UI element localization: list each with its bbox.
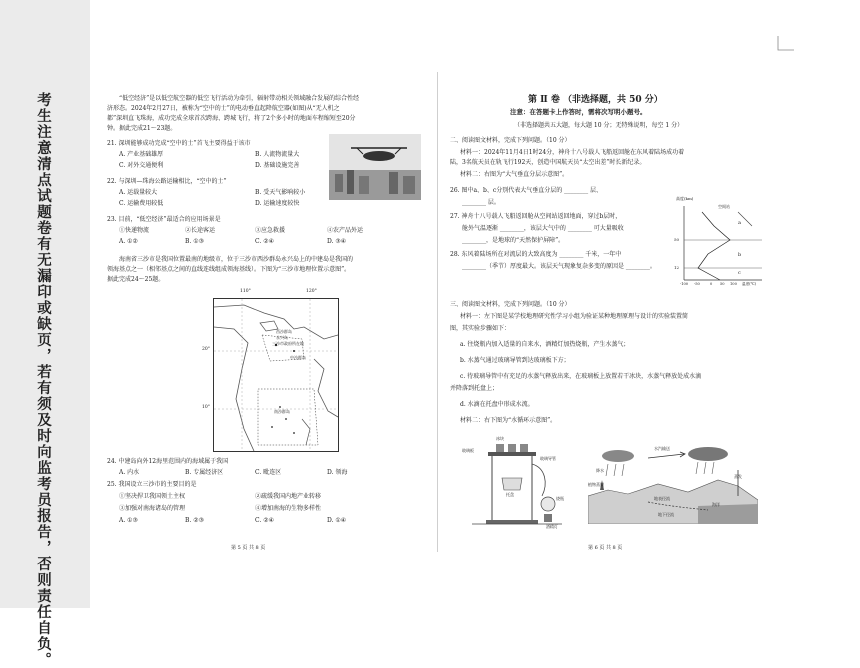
q3-material-1: 材料一：左下图是某学校地理研究性学习小组为验证某种地理原理与设计的实验装置简 xyxy=(460,313,689,320)
q25-item-4: ④增加南海的生物多样性 xyxy=(255,505,322,512)
wc-label-ocean: 海洋 xyxy=(712,502,720,507)
q25-option-a: A. ①③ xyxy=(119,517,138,524)
q23-item-2: ②长途客运 xyxy=(185,227,216,234)
fig-label-lamp: 酒精灯 xyxy=(546,524,558,529)
q23-option-a: A. ①② xyxy=(119,238,138,245)
q24-option-d: D. 领海 xyxy=(327,469,348,476)
atm-xtick-5: 100 xyxy=(730,282,737,286)
q2-material-3: 材料二：右图为“大气垂直分层示意图”。 xyxy=(460,171,569,178)
atm-annot: 空间站 xyxy=(718,204,730,209)
q27-line-3: ________，是地球的“天然保护屏障”。 xyxy=(462,237,565,244)
q25-option-b: B. ②③ xyxy=(185,517,204,524)
q21-option-a: A. 产业基础雄厚 xyxy=(119,151,164,158)
q3-heading: 三、阅读图文材料，完成下列问题。（10 分） xyxy=(450,301,571,308)
intro-line-1: “低空经济”是以低空航空器的低空飞行活动为牵引，辐射带动相关领域融合发展的综合性经 xyxy=(119,95,360,102)
q22-option-d: D. 运输速度较快 xyxy=(255,200,300,207)
q23-option-b: B. ①③ xyxy=(185,238,204,245)
atm-layer-a: a xyxy=(738,220,741,226)
map-label-yongxing: 永兴岛 xyxy=(276,335,288,340)
map-label-zhongsha: 中沙群岛 xyxy=(290,355,306,360)
q26-line-2: ________ 层。 xyxy=(462,199,500,206)
q24-stem: 24. 中建岛向外12海里范围内的海域属于我国 xyxy=(107,458,229,465)
q22-option-b: B. 受天气影响较小 xyxy=(255,189,306,196)
q28-line-1: 28. 东风着陆场所在对流层的大致高度为 ________ 千米，一年中 xyxy=(450,251,622,258)
q21-option-b: B. 人流物流量大 xyxy=(255,151,300,158)
q23-option-d: D. ③④ xyxy=(327,238,347,245)
corner-mark xyxy=(776,36,796,52)
atm-xtick-1: -100 xyxy=(680,282,689,286)
q28-line-2: ________（季节）厚度最大。该层天气现象复杂多变的原因是 ________。 xyxy=(462,263,656,270)
q25-item-2: ②疏缓我国内地产业转移 xyxy=(255,493,322,500)
atm-layer-c: c xyxy=(738,270,741,276)
atm-ylabel: 高度(km) xyxy=(676,196,694,201)
map-label-gov: 三沙市政府所在地 xyxy=(272,341,304,346)
section-title: 第 Ⅱ 卷 （非选择题，共 50 分） xyxy=(528,95,663,105)
q21-option-d: D. 基础设施完善 xyxy=(255,162,300,169)
q23-item-4: ④农产品外运 xyxy=(327,227,364,234)
q2-material-2: 陆，3名航天员在轨飞行192天，创造中国航天员“太空出差”时长新纪录。 xyxy=(450,159,646,166)
q3-material-2: 图，其实验步骤如下： xyxy=(450,325,511,332)
side-notice-text: 考生注意清点试题卷有无漏印或缺页，若有须及时向监考员报告，否则责任自负。 xyxy=(35,92,52,668)
q25-option-d: D. ①④ xyxy=(327,517,347,524)
fig-label-glass: 玻璃板 xyxy=(462,448,474,453)
q3-step-d: d. 水滴在托盘中形成水流。 xyxy=(460,401,534,408)
fig-label-ice: 冰块 xyxy=(496,436,504,441)
sansha-intro-2: 领海基点之一（相邻基点之间的直线连线组成领海基线）。下图为“三沙市地理位置示意图”。 xyxy=(107,266,351,273)
q22-option-c: C. 运输费用较低 xyxy=(119,200,164,207)
q3-step-b: b. 水蒸气通过玻璃导管到达玻璃板下方； xyxy=(460,357,570,364)
wc-label-surface: 地表径流 xyxy=(654,496,670,501)
map-lat-20: 20° xyxy=(202,347,210,352)
q3-material-3: 材料二：右下图为“水循环示意图”。 xyxy=(460,417,557,424)
map-label-nansha: 南沙群岛 xyxy=(274,409,290,414)
right-page xyxy=(448,0,768,608)
q2-heading: 二、阅读图文材料，完成下列问题。（10 分） xyxy=(450,137,571,144)
sansha-intro-1: 海南省三沙市是我国位置最南的地级市，位于三沙市西沙群岛永兴岛上的中建岛是我国的 xyxy=(119,256,354,263)
atm-xtick-2: -50 xyxy=(694,282,700,286)
atm-xtick-3: 0 xyxy=(710,282,713,286)
q23-item-1: ①快递物流 xyxy=(119,227,150,234)
q26-line-1: 26. 图中a、b、c分别代表大气垂直分层的 ________ 层、 xyxy=(450,187,603,194)
answer-notice: 注意：在答题卡上作答时，需将次写明小题号。 xyxy=(510,108,647,116)
sansha-intro-3: 据此完成24～25题。 xyxy=(107,276,165,283)
map-lon-120: 120° xyxy=(306,289,317,294)
section-subtitle: （非选择题共五大题，每大题 10 分；无特殊说明，每空 1 分） xyxy=(514,122,684,129)
water-cycle-figure xyxy=(588,440,758,524)
atm-layer-b: b xyxy=(738,252,742,258)
q22-stem: 22. 与深圳—珠海公路运输相比，“空中的士” xyxy=(107,178,227,185)
sansha-map xyxy=(202,289,339,452)
q3-step-c: c. 待玻璃导管中有充足的水蒸气释放出来，在玻璃板上放置若干冰块，水蒸气释放处成水滴 xyxy=(460,373,702,380)
fig-label-flask: 烧瓶 xyxy=(556,496,564,501)
q21-option-c: C. 对外交通便利 xyxy=(119,162,164,169)
atm-xlabel: 温度(℃) xyxy=(742,282,757,286)
left-page xyxy=(105,0,435,608)
wc-label-ground: 地下径流 xyxy=(658,512,674,517)
intro-line-3: 都”深圳直飞珠海，成功完成全球首次跨海、跨城飞行，将了2个多小时的地面车程缩短至20分 xyxy=(107,115,356,122)
wc-label-evap: 蒸发 xyxy=(734,474,742,479)
right-page-footer: 第 6 页 共 8 页 xyxy=(588,545,623,551)
intro-line-2: 济形态。2024年2月27日，被称为“空中的士”的电动垂直起降航空器(如图)从“无人机之 xyxy=(107,105,340,112)
q25-option-c: C. ②④ xyxy=(255,517,274,524)
q24-option-c: C. 毗连区 xyxy=(255,469,282,476)
fig-label-tray: 托盘 xyxy=(506,492,514,497)
q23-option-c: C. ②④ xyxy=(255,238,274,245)
wc-label-transp: 植物蒸腾 xyxy=(588,482,604,487)
q21-stem: 21. 深圳能够成功完成“空中的士”首飞主要得益于该市 xyxy=(107,140,251,147)
q24-option-b: B. 专属经济区 xyxy=(185,469,224,476)
experiment-figure xyxy=(462,434,572,530)
atmosphere-diagram xyxy=(668,196,764,290)
q25-item-1: ①坚决捍卫我国领土主权 xyxy=(119,493,186,500)
atm-ytick-12: 12 xyxy=(674,265,680,270)
q23-stem: 23. 目前，“低空经济”最适合的应用场景是 xyxy=(107,216,221,223)
q25-item-3: ③加强对南海诸岛的管理 xyxy=(119,505,186,512)
q2-material-1: 材料一：2024年11月4日1时24分，神舟十八号载人飞船返回舱在东风着陆场成功着 xyxy=(460,149,685,156)
q23-item-3: ③应急救援 xyxy=(255,227,286,234)
q25-stem: 25. 我国设立三沙市的主要目的是 xyxy=(107,481,197,488)
page-divider xyxy=(437,72,438,552)
map-lat-10: 10° xyxy=(202,405,210,410)
side-notice-strip xyxy=(0,0,90,668)
map-label-xisha: 西沙群岛 xyxy=(276,329,292,334)
sansha-map-drawing xyxy=(214,299,338,451)
atmosphere-drawing xyxy=(668,200,764,290)
atm-ytick-50: 50 xyxy=(674,237,680,242)
q24-option-a: A. 内水 xyxy=(119,469,140,476)
wc-label-rain: 降水 xyxy=(596,468,604,473)
q3-step-a: a. 往烧瓶内加入适量的自来水，酒精灯加热烧瓶，产生水蒸气； xyxy=(460,341,630,348)
map-lon-110: 110° xyxy=(240,289,251,294)
q27-line-1: 27. 神舟十八号载人飞船返回舱从空间站返回地面，穿过b层时， xyxy=(450,213,622,220)
q27-line-2: 舱外气温逐渐 ________，该层大气中的 ________ 可大量吸收 xyxy=(462,225,624,232)
intro-line-4: 钟。据此完成21～23题。 xyxy=(107,125,177,132)
wc-label-vapor: 水汽输送 xyxy=(654,446,670,451)
fig-label-tube: 玻璃导管 xyxy=(540,456,556,461)
q22-option-a: A. 运载量较大 xyxy=(119,189,158,196)
atm-xtick-4: 50 xyxy=(720,282,725,286)
left-page-footer: 第 5 页 共 8 页 xyxy=(231,545,266,551)
q3-step-c-cont: 并降落到托盘上； xyxy=(450,385,499,392)
aircraft-photo xyxy=(329,134,421,200)
experiment-drawing xyxy=(462,434,572,530)
